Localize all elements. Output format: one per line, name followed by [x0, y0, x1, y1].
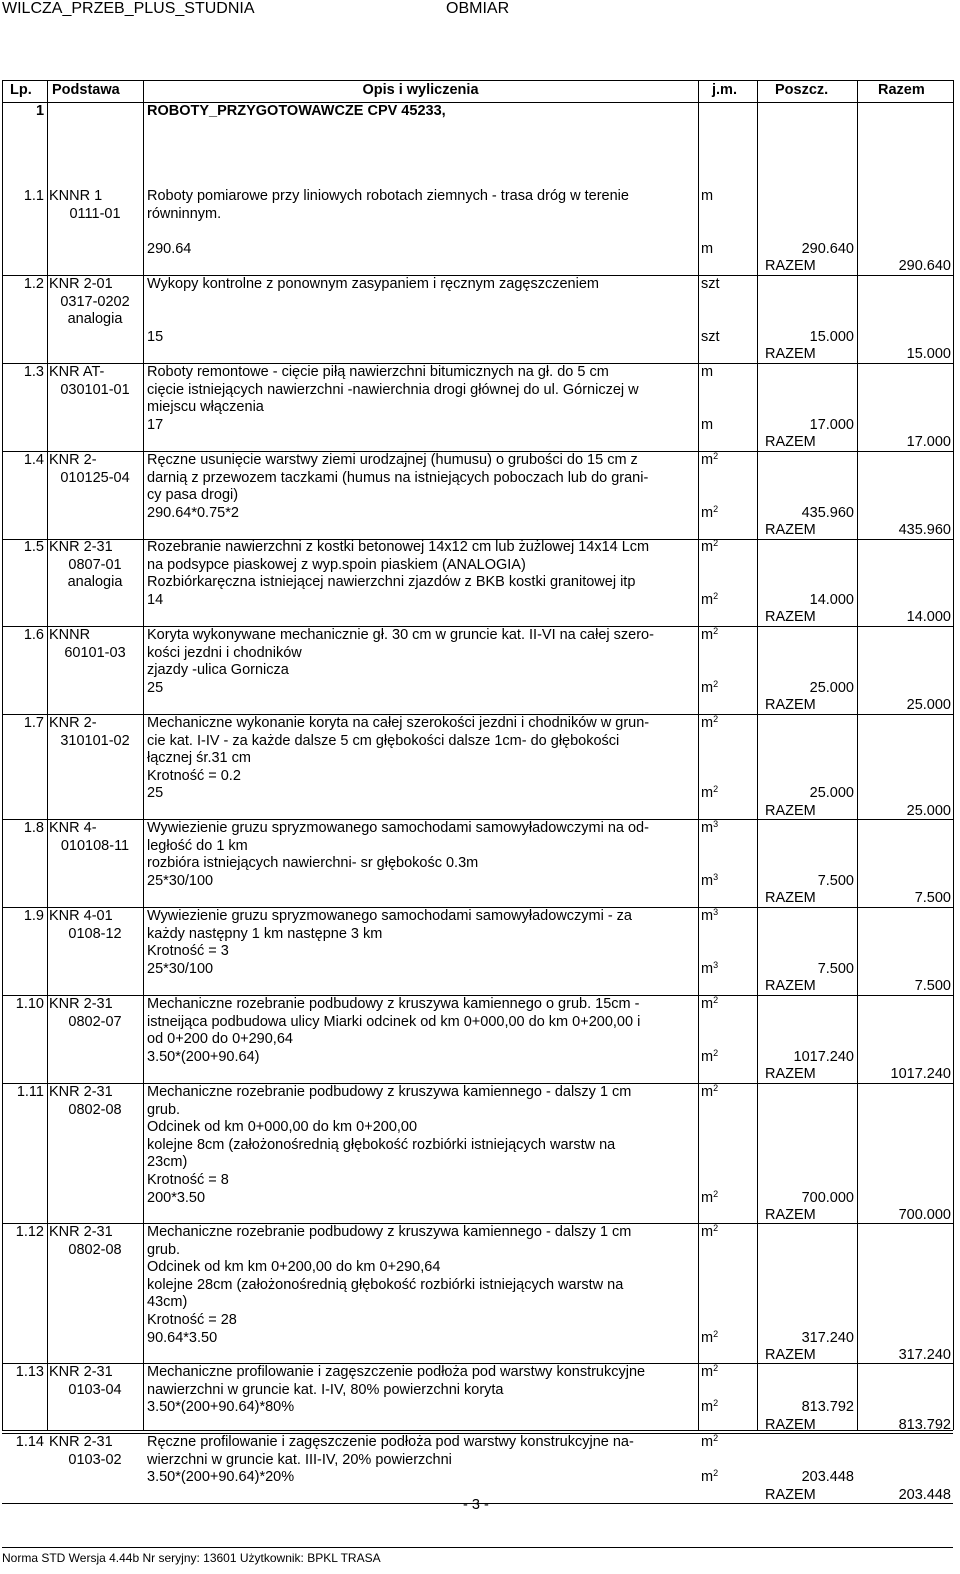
base-line: 0111-01 — [69, 205, 121, 222]
base-line: KNR AT- — [49, 364, 105, 380]
razem-value: 290.640 — [898, 258, 951, 275]
description-line: 23cm) — [147, 1154, 188, 1171]
unit-base: m — [701, 715, 714, 731]
calc-unit-base: m — [701, 240, 714, 257]
item-number: 1.5 — [23, 539, 44, 555]
unit-base: m — [701, 188, 714, 204]
description-line: nawierzchni w gruncie kat. I-IV, 80% powierzchni koryta — [147, 1381, 504, 1398]
unit — [701, 364, 713, 382]
partial-quantity: 700.000 — [801, 1189, 854, 1206]
item-number: 1.3 — [23, 364, 44, 380]
base-line: analogia — [67, 311, 123, 328]
column-divider — [698, 80, 699, 1430]
calculation: 25*30/100 — [147, 872, 214, 889]
calculation: 290.64 — [147, 240, 192, 257]
unit — [701, 1364, 718, 1382]
base-line: 0807-01 — [68, 556, 122, 573]
description-line: Ręczne profilowanie i zagęszczenie podłoża pod warstwy konstrukcyjne na- — [147, 1434, 634, 1450]
partial-quantity: 15.000 — [809, 328, 854, 345]
description-line: Roboty remontowe - cięcie piłą nawierzchni bitumicznych na gł. do 5 cm — [147, 364, 609, 380]
base-line: 0802-07 — [68, 1013, 122, 1030]
description-line: na podsypce piaskowej z wyp.spoin piaskiem (ANALOGIA) — [147, 556, 526, 573]
base-line: KNR 2- — [49, 715, 97, 731]
calc-unit — [701, 1469, 718, 1487]
base-line: KNR 2-31 — [49, 1224, 113, 1240]
footer-divider — [2, 1547, 953, 1548]
base-line: KNR 2-31 — [49, 996, 113, 1012]
unit-exponent: 2 — [713, 1223, 719, 1233]
calc-unit — [701, 505, 718, 523]
calc-unit-exponent: 2 — [713, 1328, 719, 1339]
document-title: WILCZA_PRZEB_PLUS_STUDNIA — [2, 0, 255, 17]
unit — [701, 996, 718, 1014]
base-line: 0103-04 — [68, 1381, 122, 1398]
description-line: Wywiezienie gruzu spryzmowanego samochodami samowyładowczymi - za — [147, 908, 632, 924]
calc-unit-base: m — [701, 1399, 714, 1416]
description-line: istneijąca podbudowa ulicy Miarki odcinek od km 0+000,00 do km 0+200,00 i — [147, 1013, 641, 1030]
calc-unit — [701, 241, 713, 259]
unit-base: m — [701, 539, 714, 555]
col-header-desc: Opis i wyliczenia — [362, 82, 479, 98]
razem-label: RAZEM — [765, 1066, 816, 1083]
partial-quantity: 203.448 — [801, 1469, 854, 1486]
calc-unit-exponent: 2 — [713, 1398, 719, 1409]
item-number: 1.10 — [15, 996, 44, 1012]
description-line: cie kat. I-IV - za każde dalsze 5 cm głębokości dalsze 1cm- do głębokości — [147, 732, 620, 749]
unit-exponent: 3 — [713, 819, 719, 829]
item-number: 1.7 — [23, 715, 44, 731]
base-line: 60101-03 — [64, 644, 126, 661]
calc-unit — [701, 1190, 718, 1208]
unit-exponent: 2 — [713, 995, 719, 1005]
partial-quantity: 25.000 — [809, 785, 854, 802]
calc-unit — [701, 961, 718, 979]
calc-unit-base: m — [701, 960, 714, 977]
item-number: 1.13 — [15, 1364, 44, 1380]
base-line: KNR 4-01 — [49, 908, 113, 924]
unit — [701, 276, 720, 294]
description-line: darnią z przewozem taczkami (humus na istniejących poboczach lub do grani- — [147, 469, 649, 486]
column-divider — [953, 80, 954, 1430]
razem-value: 15.000 — [906, 346, 951, 363]
description-line: cięcie istniejących nawierzchni -nawierchnia drogi głównej do ul. Górniczej w — [147, 381, 639, 398]
description-line: Odcinek od km km 0+200,00 do km 0+290,64 — [147, 1259, 441, 1276]
calculation: 200*3.50 — [147, 1189, 206, 1206]
calc-unit-base: m — [701, 1189, 714, 1206]
partial-quantity: 7.500 — [817, 960, 854, 977]
item-number: 1.1 — [23, 188, 44, 204]
base-line: 010108-11 — [60, 837, 130, 854]
description-line: Wykopy kontrolne z ponownym zasypaniem i ręcznym zagęszczeniem — [147, 276, 599, 292]
description-line: Krotność = 28 — [147, 1312, 237, 1328]
column-divider — [857, 80, 858, 1430]
unit-base: szt — [701, 276, 720, 292]
col-header-base: Podstawa — [52, 82, 120, 98]
unit — [701, 188, 713, 206]
description-line: wierzchni w gruncie kat. III-IV, 20% powierzchni — [147, 1451, 452, 1468]
base-line: 0802-08 — [68, 1101, 122, 1118]
calc-unit-base: m — [701, 1048, 714, 1065]
unit — [701, 627, 718, 645]
razem-label: RAZEM — [765, 434, 816, 451]
calc-unit-exponent: 2 — [713, 1468, 719, 1479]
unit — [701, 452, 718, 470]
section-number: 1 — [36, 103, 45, 119]
unit-exponent: 2 — [713, 1433, 719, 1443]
page-number: - 3 - — [463, 1497, 489, 1513]
partial-quantity: 1017.240 — [793, 1048, 854, 1065]
document-type: OBMIAR — [446, 0, 510, 17]
description-line: Roboty pomiarowe przy liniowych robotach ziemnych - trasa dróg w terenie — [147, 188, 629, 204]
item-number: 1.14 — [15, 1434, 44, 1450]
item-number: 1.6 — [23, 627, 44, 643]
description-line: Odcinek od km 0+000,00 do km 0+200,00 — [147, 1119, 418, 1136]
description-line: Mechaniczne wykonanie koryta na całej szerokości jezdni i chodników w grun- — [147, 715, 650, 731]
razem-value: 700.000 — [898, 1207, 951, 1224]
calc-unit-exponent: 2 — [713, 678, 719, 689]
description-line: rozbióra istniejących nawierchni- sr głębokośc 0.3m — [147, 855, 479, 872]
base-line: 0802-08 — [68, 1241, 122, 1258]
razem-label: RAZEM — [765, 258, 816, 275]
partial-quantity: 813.792 — [801, 1399, 854, 1416]
column-divider — [47, 80, 48, 1430]
item-number: 1.9 — [23, 908, 44, 924]
calc-unit-base: szt — [701, 328, 720, 345]
unit-exponent: 2 — [713, 1083, 719, 1093]
razem-label: RAZEM — [765, 346, 816, 363]
calc-unit-exponent: 3 — [713, 959, 719, 970]
description-line: równinnym. — [147, 205, 222, 222]
partial-quantity: 7.500 — [817, 872, 854, 889]
col-header-qty: Poszcz. — [775, 82, 829, 98]
razem-label: RAZEM — [765, 803, 816, 819]
razem-value: 25.000 — [906, 697, 951, 714]
base-line: KNR 2-31 — [49, 1434, 113, 1450]
unit-base: m — [701, 820, 714, 836]
description-line: Koryta wykonywane mechanicznie gł. 30 cm w gruncie kat. II-VI na całej szero- — [147, 627, 654, 643]
calc-unit-base: m — [701, 785, 714, 802]
calculation: 90.64*3.50 — [147, 1329, 218, 1346]
table-top-border — [2, 80, 953, 81]
base-line: KNNR 1 — [49, 188, 103, 204]
base-line: KNR 2-31 — [49, 1084, 113, 1100]
base-line: 0108-12 — [68, 925, 122, 942]
calc-unit-exponent: 2 — [713, 590, 719, 601]
item-number: 1.4 — [23, 452, 44, 468]
description-line: Krotność = 3 — [147, 943, 229, 960]
unit-exponent: 2 — [713, 714, 719, 724]
partial-quantity: 25.000 — [809, 679, 854, 696]
unit-exponent: 2 — [713, 538, 719, 548]
unit-base: m — [701, 1084, 714, 1100]
unit — [701, 820, 718, 838]
calculation: 3.50*(200+90.64)*80% — [147, 1399, 295, 1416]
calc-unit — [701, 417, 713, 435]
calc-unit — [701, 785, 718, 803]
description-line: Mechaniczne rozebranie podbudowy z kruszywa kamiennego - dalszy 1 cm — [147, 1224, 632, 1240]
description-line: kolejne 8cm (założonośrednią głębokość rozbiórki istniejących warstw na — [147, 1136, 616, 1153]
razem-value: 14.000 — [906, 609, 951, 626]
partial-quantity: 435.960 — [801, 504, 854, 521]
razem-label: RAZEM — [765, 697, 816, 714]
razem-label: RAZEM — [765, 890, 816, 907]
column-divider — [757, 80, 758, 1430]
calc-unit — [701, 1399, 718, 1417]
calc-unit-exponent: 2 — [713, 1047, 719, 1058]
calculation: 25 — [147, 679, 164, 696]
section-title: ROBOTY_PRZYGOTOWAWCZE CPV 45233, — [147, 103, 446, 119]
razem-value: 25.000 — [906, 803, 951, 819]
calculation: 3.50*(200+90.64) — [147, 1048, 260, 1065]
base-line: KNNR — [49, 627, 91, 643]
calculation: 14 — [147, 591, 164, 608]
unit — [701, 1084, 718, 1102]
col-header-lp: Lp. — [10, 82, 32, 98]
unit-base: m — [701, 627, 714, 643]
calc-unit-base: m — [701, 872, 714, 889]
calc-unit-exponent: 3 — [713, 871, 719, 882]
calculation: 25 — [147, 785, 164, 802]
item-number: 1.11 — [16, 1084, 44, 1100]
description-line: grub. — [147, 1101, 181, 1118]
calculation: 3.50*(200+90.64)*20% — [147, 1469, 295, 1486]
base-line: analogia — [67, 574, 123, 591]
razem-value: 7.500 — [914, 978, 951, 995]
column-divider — [143, 80, 144, 1430]
unit-base: m — [701, 1364, 714, 1380]
base-line: KNR 2-31 — [49, 539, 113, 555]
description-line: Mechaniczne rozebranie podbudowy z kruszywa kamiennego o grub. 15cm - — [147, 996, 640, 1012]
description-line: każdy następny 1 km następne 3 km — [147, 925, 383, 942]
description-line: od 0+200 do 0+290,64 — [147, 1031, 293, 1048]
razem-value: 317.240 — [898, 1347, 951, 1364]
item-number: 1.12 — [15, 1224, 44, 1240]
calc-unit-base: m — [701, 416, 714, 433]
calculation: 15 — [147, 328, 164, 345]
description-line: Mechaniczne profilowanie i zagęszczenie podłoża pod warstwy konstrukcyjne — [147, 1364, 646, 1380]
calc-unit — [701, 329, 720, 347]
razem-label: RAZEM — [765, 1347, 816, 1364]
description-line: grub. — [147, 1241, 181, 1258]
calc-unit-exponent: 2 — [713, 503, 719, 514]
description-line: Ręczne usunięcie warstwy ziemi urodzajnej (humusu) o grubości do 15 cm z — [147, 452, 638, 468]
col-header-total: Razem — [878, 82, 925, 98]
calc-unit-base: m — [701, 591, 714, 608]
description-line: kości jezdni i chodników — [147, 644, 302, 661]
calculation: 290.64*0.75*2 — [147, 504, 239, 521]
razem-value: 7.500 — [914, 890, 951, 907]
partial-quantity: 290.640 — [801, 240, 854, 257]
partial-quantity: 317.240 — [801, 1329, 854, 1346]
partial-quantity: 14.000 — [809, 591, 854, 608]
measurement-table — [2, 80, 953, 1503]
calc-unit — [701, 592, 718, 610]
base-line: KNR 2-01 — [49, 276, 113, 292]
description-line: Krotność = 8 — [147, 1172, 229, 1188]
calc-unit — [701, 1049, 718, 1067]
calc-unit — [701, 873, 718, 891]
base-line: KNR 2-31 — [49, 1364, 113, 1380]
base-line: KNR 2- — [49, 452, 97, 468]
unit-exponent: 2 — [713, 451, 719, 461]
calc-unit — [701, 1330, 718, 1348]
base-line: 0103-02 — [68, 1451, 122, 1468]
base-line: 030101-01 — [60, 381, 130, 398]
description-line: Rozbiórkaręczna istniejącej nawierzchni zjazdów z BKB kostki granitowej itp — [147, 574, 636, 591]
calc-unit-exponent: 2 — [713, 1188, 719, 1199]
razem-label: RAZEM — [765, 978, 816, 995]
unit — [701, 715, 718, 733]
description-line: 43cm) — [147, 1294, 188, 1311]
razem-value: 435.960 — [898, 522, 951, 539]
unit — [701, 1434, 718, 1452]
calculation: 17 — [147, 416, 164, 433]
unit-base: m — [701, 364, 714, 380]
description-line: cy pasa drogi) — [147, 487, 239, 504]
unit — [701, 1224, 718, 1242]
description-line: łącznej śr.31 cm — [147, 750, 251, 767]
calc-unit-base: m — [701, 504, 714, 521]
unit-exponent: 3 — [713, 907, 719, 917]
calc-unit-base: m — [701, 1329, 714, 1346]
description-line: zjazdy -ulica Gornicza — [147, 662, 289, 679]
unit-base: m — [701, 1224, 714, 1240]
description-line: kolejne 28cm (założonośrednią głębokość rozbiórki istniejących warstw na — [147, 1276, 624, 1293]
razem-label: RAZEM — [765, 522, 816, 539]
description-line: Krotność = 0.2 — [147, 767, 241, 784]
unit — [701, 908, 718, 926]
base-line: 0317-0202 — [60, 293, 130, 310]
razem-value: 1017.240 — [890, 1066, 951, 1083]
partial-quantity: 17.000 — [809, 416, 854, 433]
description-line: Wywiezienie gruzu spryzmowanego samochodami samowyładowczymi na od- — [147, 820, 649, 836]
description-line: ległość do 1 km — [147, 837, 248, 854]
col-header-unit: j.m. — [712, 82, 737, 98]
razem-value: 813.792 — [898, 1416, 951, 1433]
razem-value: 203.448 — [898, 1486, 951, 1503]
item-number: 1.2 — [23, 276, 44, 292]
unit — [701, 539, 718, 557]
calculation: 25*30/100 — [147, 960, 214, 977]
calc-unit-base: m — [701, 679, 714, 696]
footer-text: Norma STD Wersja 4.44b Nr seryjny: 13601 Użytkownik: BPKL TRASA — [2, 1551, 381, 1565]
unit-base: m — [701, 1434, 714, 1450]
razem-label: RAZEM — [765, 1486, 816, 1503]
calc-unit-base: m — [701, 1469, 714, 1486]
header-divider — [2, 102, 953, 103]
unit-exponent: 2 — [713, 626, 719, 636]
unit-base: m — [701, 908, 714, 924]
description-line: Rozebranie nawierzchni z kostki betonowej 14x12 cm lub żużlowej 14x14 Lcm — [147, 539, 650, 555]
base-line: KNR 4- — [49, 820, 97, 836]
item-number: 1.8 — [23, 820, 44, 836]
unit-base: m — [701, 452, 714, 468]
unit-exponent: 2 — [713, 1363, 719, 1373]
description-line: Mechaniczne rozebranie podbudowy z kruszywa kamiennego - dalszy 1 cm — [147, 1084, 632, 1100]
base-line: 310101-02 — [60, 732, 130, 749]
razem-label: RAZEM — [765, 1416, 816, 1433]
razem-label: RAZEM — [765, 1207, 816, 1224]
calc-unit-exponent: 2 — [713, 784, 719, 795]
razem-value: 17.000 — [906, 434, 951, 451]
description-line: miejscu włączenia — [147, 399, 264, 416]
calc-unit — [701, 680, 718, 698]
base-line: 010125-04 — [60, 469, 130, 486]
unit-base: m — [701, 996, 714, 1012]
razem-label: RAZEM — [765, 609, 816, 626]
